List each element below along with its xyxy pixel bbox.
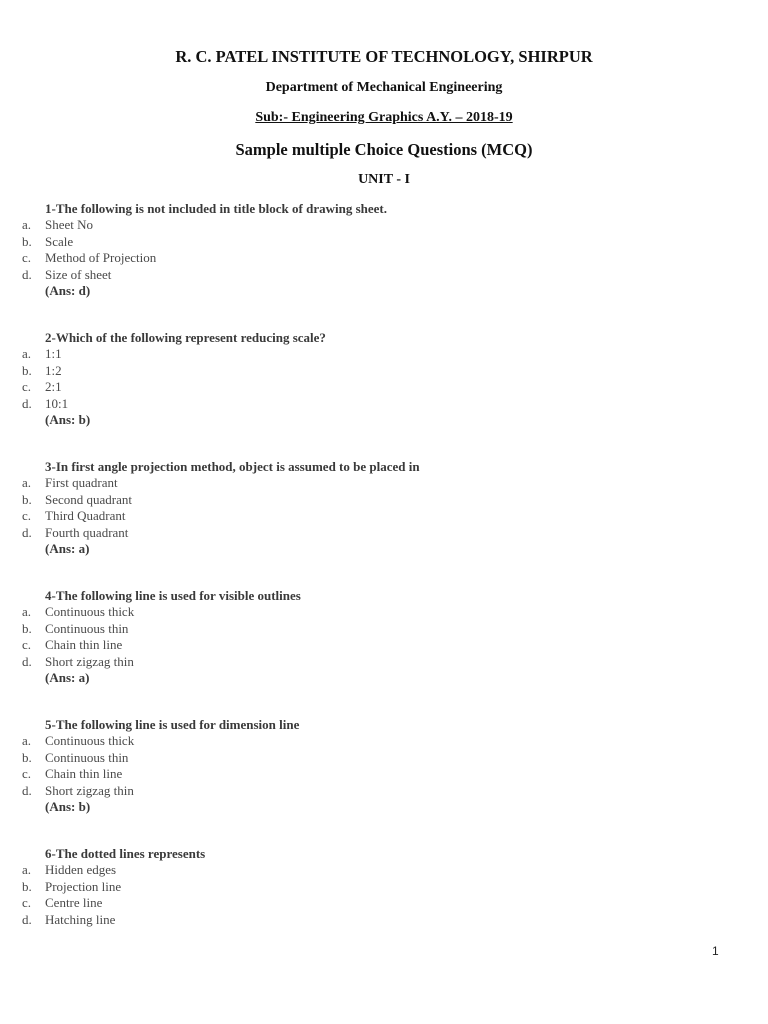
question-text: 1-The following is not included in title block of drawing sheet. [45,201,387,216]
option-text: Size of sheet [45,266,112,282]
option-text: Continuous thin [45,620,129,636]
answer: (Ans: a) [45,541,90,556]
option-text: Chain thin line [45,637,123,653]
question-text: 3-In first angle projection method, object is assumed to be placed in [45,459,420,474]
option-letter: c. [22,895,32,911]
option-text: Projection line [45,878,122,894]
option-letter: d. [22,395,32,411]
option-letter: d. [22,911,32,927]
option-letter: c. [22,508,32,524]
page-number: 1 [712,944,719,958]
unit-heading: UNIT - I [358,172,410,187]
option-text: Chain thin line [45,766,123,782]
option-text: 10:1 [45,395,69,411]
option-text: Method of Projection [45,250,157,266]
option-letter: a. [22,733,32,749]
answer: (Ans: a) [45,670,90,685]
option-letter: a. [22,862,32,878]
option-text: Fourth quadrant [45,524,129,540]
option-text: 2:1 [45,379,62,395]
question-text: 6-The dotted lines represents [45,846,206,861]
option-text: Short zigzag thin [45,653,134,669]
option-letter: c. [22,379,32,395]
option-letter: c. [22,250,32,266]
option-letter: a. [22,346,32,362]
option-text: Second quadrant [45,491,133,507]
option-text: Centre line [45,895,103,911]
document-title: Sample multiple Choice Questions (MCQ) [235,140,533,159]
option-text: Continuous thick [45,604,135,620]
option-letter: b. [22,878,32,894]
option-letter: a. [22,217,32,233]
answer: (Ans: d) [45,283,91,298]
option-letter: d. [22,524,32,540]
question-text: 4-The following line is used for visible outlines [45,588,301,603]
option-letter: c. [22,766,32,782]
option-letter: d. [22,653,32,669]
option-text: Scale [45,233,74,249]
option-text: First quadrant [45,475,118,491]
answer: (Ans: b) [45,412,91,427]
answer: (Ans: b) [45,799,91,814]
question-text: 2-Which of the following represent reducing scale? [45,330,326,345]
option-text: Short zigzag thin [45,782,134,798]
option-text: Continuous thick [45,733,135,749]
department-name: Department of Mechanical Engineering [265,80,503,95]
option-letter: a. [22,475,32,491]
subject-line: Sub:- Engineering Graphics A.Y. – 2018-19 [255,110,513,125]
option-text: Hatching line [45,911,116,927]
option-text: 1:1 [45,346,62,362]
option-letter: d. [22,266,32,282]
option-text: Sheet No [45,217,94,233]
option-letter: d. [22,782,32,798]
option-text: 1:2 [45,362,62,378]
option-letter: b. [22,362,32,378]
option-letter: a. [22,604,32,620]
option-text: Third Quadrant [45,508,126,524]
option-letter: c. [22,637,32,653]
option-text: Continuous thin [45,749,129,765]
option-letter: b. [22,491,32,507]
option-letter: b. [22,620,32,636]
institute-name: R. C. PATEL INSTITUTE OF TECHNOLOGY, SHIRPUR [175,47,593,66]
option-text: Hidden edges [45,862,117,878]
question-text: 5-The following line is used for dimension line [45,717,300,732]
option-letter: b. [22,749,32,765]
option-letter: b. [22,233,32,249]
